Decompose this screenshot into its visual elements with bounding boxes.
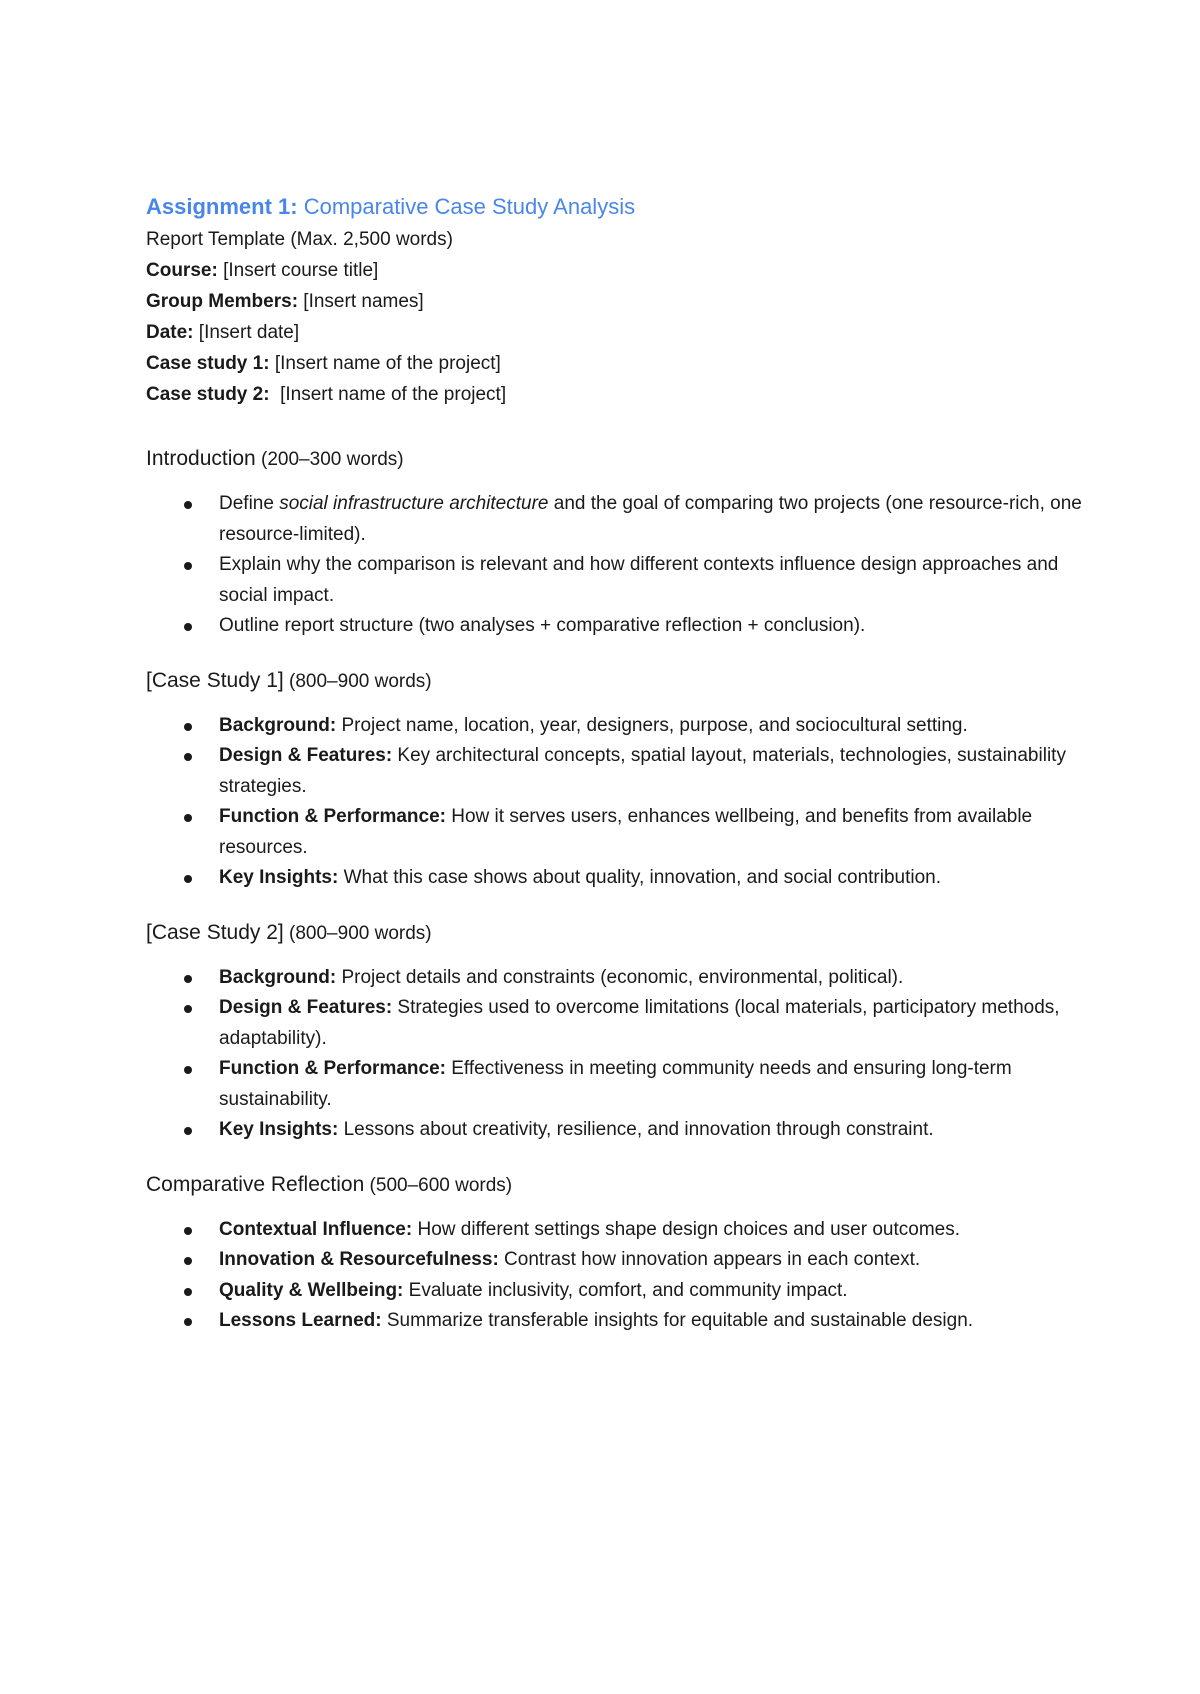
list-item xyxy=(146,1215,1086,1246)
introduction-list xyxy=(146,489,1086,642)
bullet-icon xyxy=(184,1127,192,1135)
bullet-icon xyxy=(184,753,192,761)
item-text: Effectiveness in meeting community needs and ensuring long-term sustainability. xyxy=(219,1058,1012,1110)
section-heading-introduction xyxy=(146,444,1086,475)
item-text: Define xyxy=(219,493,280,514)
section-word-count: (200–300 words) xyxy=(255,449,404,470)
bullet-icon xyxy=(184,875,192,883)
item-text: Evaluate inclusivity, comfort, and community impact. xyxy=(403,1279,848,1301)
subtitle: Report Template (Max. 2,500 words) xyxy=(146,229,453,250)
bullet-icon xyxy=(184,1005,192,1013)
bullet-icon xyxy=(184,814,192,822)
item-text: Strategies used to overcome limitations (local materials, participatory methods, adaptability). xyxy=(219,997,1060,1049)
bullet-icon xyxy=(184,501,192,509)
meta-label: Case study 1: xyxy=(146,353,270,374)
list-item xyxy=(146,489,1086,550)
meta-label: Date: xyxy=(146,322,194,343)
item-text: How different settings shape design choices and user outcomes. xyxy=(412,1218,960,1240)
item-label: Key Insights: xyxy=(219,1119,339,1140)
meta-case-study-1 xyxy=(146,348,1086,379)
item-text: Key architectural concepts, spatial layout, materials, technologies, sustainability strategies. xyxy=(219,745,1066,797)
meta-value: [Insert date] xyxy=(193,322,300,343)
item-label: Design & Features: xyxy=(219,745,393,766)
section-title: Comparative Reflection xyxy=(146,1172,365,1196)
item-text: and the goal of comparing two projects (one resource-rich, one resource-limited). xyxy=(219,493,1082,545)
list-item xyxy=(146,1306,1086,1337)
item-text: Project details and constraints (economic, environmental, political). xyxy=(336,966,904,988)
list-item xyxy=(146,741,1086,802)
item-text: Summarize transferable insights for equitable and sustainable design. xyxy=(381,1310,974,1331)
list-item xyxy=(146,802,1086,863)
section-word-count: (800–900 words) xyxy=(283,670,432,692)
list-item xyxy=(146,1245,1086,1276)
item-label: Design & Features: xyxy=(219,997,393,1018)
case-study-2-list xyxy=(146,963,1086,1146)
item-italic-text: social infrastructure architecture xyxy=(279,493,549,514)
bullet-icon xyxy=(184,1318,192,1326)
meta-case-study-2 xyxy=(146,379,1086,410)
meta-value: [Insert name of the project] xyxy=(269,384,507,405)
item-label: Function & Performance: xyxy=(219,1058,446,1079)
meta-group-members xyxy=(146,286,1086,317)
list-item xyxy=(146,1115,1086,1146)
item-label: Quality & Wellbeing: xyxy=(219,1279,404,1301)
list-item xyxy=(146,1054,1086,1115)
list-item xyxy=(146,993,1086,1054)
comparative-reflection-list xyxy=(146,1215,1086,1337)
bullet-icon xyxy=(184,1227,192,1235)
document-title xyxy=(146,190,1086,224)
meta-label: Group Members: xyxy=(146,291,299,312)
item-text: Project name, location, year, designers, purpose, and sociocultural setting. xyxy=(336,714,968,736)
item-label: Contextual Influence: xyxy=(219,1218,413,1240)
item-label: Background: xyxy=(219,966,337,988)
item-text: Explain why the comparison is relevant and how different contexts influence design approaches and social impact. xyxy=(219,554,1059,606)
meta-value: [Insert name of the project] xyxy=(269,353,501,374)
item-label: Lessons Learned: xyxy=(219,1310,382,1331)
section-heading-case-study-1 xyxy=(146,666,1086,697)
list-item xyxy=(146,963,1086,994)
section-word-count: (800–900 words) xyxy=(283,922,432,944)
section-heading-comparative-reflection xyxy=(146,1170,1086,1201)
item-label: Key Insights: xyxy=(219,867,339,888)
item-text: What this case shows about quality, innovation, and social contribution. xyxy=(338,867,942,888)
item-text: How it serves users, enhances wellbeing, and benefits from available resources. xyxy=(219,806,1033,858)
meta-course xyxy=(146,255,1086,286)
list-item xyxy=(146,711,1086,742)
title-bold: Assignment 1: xyxy=(146,194,298,219)
list-item xyxy=(146,1276,1086,1307)
title-rest: Comparative Case Study Analysis xyxy=(297,194,636,219)
case-study-1-list xyxy=(146,711,1086,894)
meta-value: [Insert course title] xyxy=(217,260,379,281)
bullet-icon xyxy=(184,975,192,983)
item-label: Innovation & Resourcefulness: xyxy=(219,1249,499,1270)
meta-value: [Insert names] xyxy=(298,291,424,312)
item-label: Background: xyxy=(219,714,337,736)
item-text: Outline report structure (two analyses + comparative reflection + conclusion). xyxy=(219,615,866,636)
meta-date xyxy=(146,317,1086,348)
document-page xyxy=(146,190,1086,1337)
list-item xyxy=(146,863,1086,894)
section-title: [Case Study 2] xyxy=(146,920,284,944)
item-text: Lessons about creativity, resilience, and innovation through constraint. xyxy=(338,1119,934,1140)
section-title: Introduction xyxy=(146,447,256,470)
meta-label: Case study 2: xyxy=(146,384,270,405)
item-label: Function & Performance: xyxy=(219,806,446,827)
section-title: [Case Study 1] xyxy=(146,668,284,692)
bullet-icon xyxy=(184,723,192,731)
list-item xyxy=(146,611,1086,642)
section-heading-case-study-2 xyxy=(146,918,1086,949)
bullet-icon xyxy=(184,1066,192,1074)
bullet-icon xyxy=(184,1257,192,1265)
bullet-icon xyxy=(184,562,192,570)
meta-label: Course: xyxy=(146,260,218,281)
item-text: Contrast how innovation appears in each context. xyxy=(498,1249,921,1270)
bullet-icon xyxy=(184,1288,192,1296)
list-item xyxy=(146,550,1086,611)
bullet-icon xyxy=(184,623,192,631)
section-word-count: (500–600 words) xyxy=(364,1174,513,1196)
